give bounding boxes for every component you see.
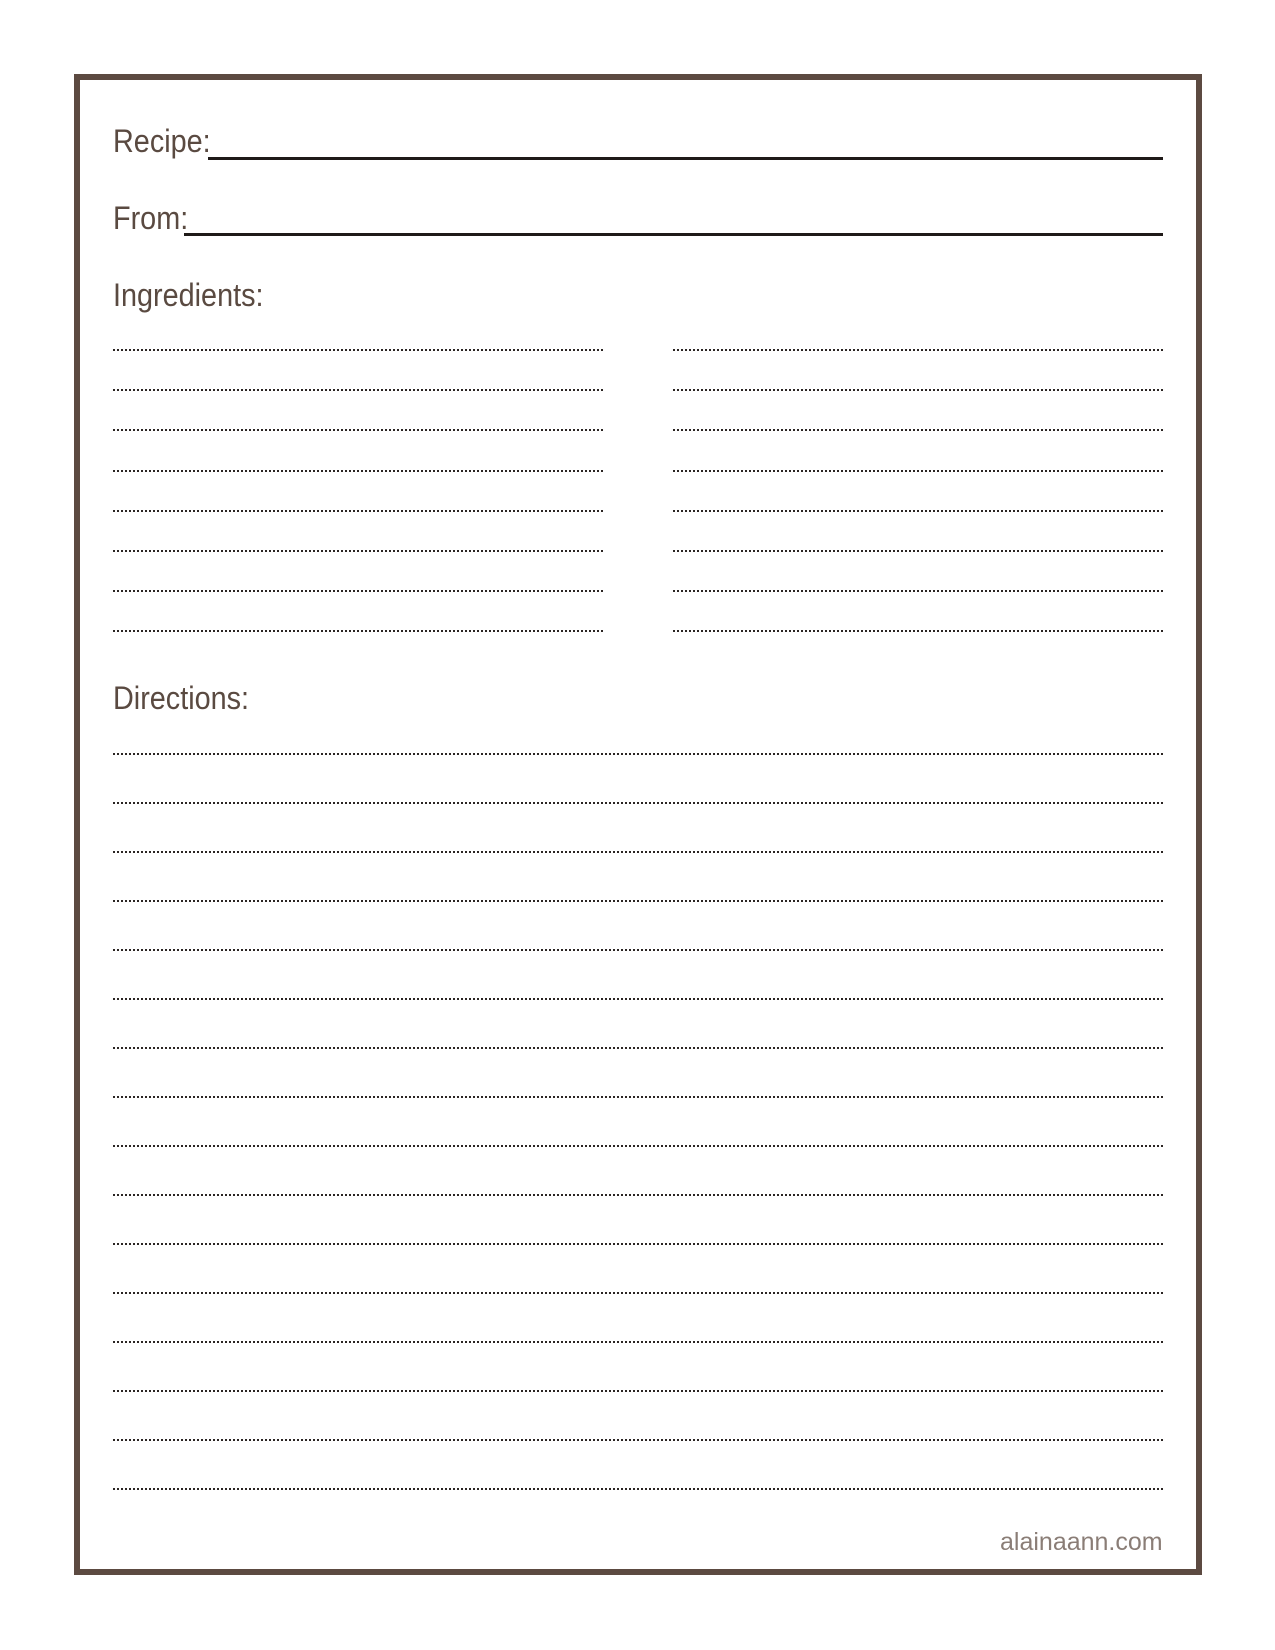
from-label: From:	[113, 200, 189, 236]
ingredient-line[interactable]	[673, 349, 1163, 351]
ingredient-line[interactable]	[673, 429, 1163, 431]
directions-label: Directions:	[113, 680, 250, 716]
ingredient-line[interactable]	[113, 349, 603, 351]
recipe-name-line[interactable]	[208, 157, 1163, 160]
ingredient-line[interactable]	[113, 389, 603, 391]
direction-line[interactable]	[113, 1047, 1163, 1049]
ingredient-line[interactable]	[113, 550, 603, 552]
ingredient-line[interactable]	[673, 630, 1163, 632]
direction-line[interactable]	[113, 1488, 1163, 1490]
direction-line[interactable]	[113, 1096, 1163, 1098]
ingredients-label: Ingredients:	[113, 277, 264, 313]
direction-line[interactable]	[113, 949, 1163, 951]
direction-line[interactable]	[113, 802, 1163, 804]
direction-line[interactable]	[113, 998, 1163, 1000]
direction-line[interactable]	[113, 1243, 1163, 1245]
ingredient-line[interactable]	[113, 510, 603, 512]
ingredient-line[interactable]	[673, 389, 1163, 391]
direction-line[interactable]	[113, 1341, 1163, 1343]
direction-line[interactable]	[113, 1439, 1163, 1441]
ingredient-line[interactable]	[113, 630, 603, 632]
direction-line[interactable]	[113, 753, 1163, 755]
direction-line[interactable]	[113, 1194, 1163, 1196]
ingredient-line[interactable]	[113, 429, 603, 431]
from-line[interactable]	[184, 233, 1163, 236]
ingredient-line[interactable]	[113, 590, 603, 592]
direction-line[interactable]	[113, 851, 1163, 853]
ingredient-line[interactable]	[673, 510, 1163, 512]
direction-line[interactable]	[113, 1390, 1163, 1392]
ingredient-line[interactable]	[673, 550, 1163, 552]
direction-line[interactable]	[113, 1145, 1163, 1147]
recipe-label: Recipe:	[113, 123, 211, 159]
direction-line[interactable]	[113, 1292, 1163, 1294]
ingredient-line[interactable]	[673, 470, 1163, 472]
ingredient-line[interactable]	[673, 590, 1163, 592]
watermark: alainaann.com	[1000, 1528, 1163, 1556]
direction-line[interactable]	[113, 900, 1163, 902]
ingredient-line[interactable]	[113, 470, 603, 472]
